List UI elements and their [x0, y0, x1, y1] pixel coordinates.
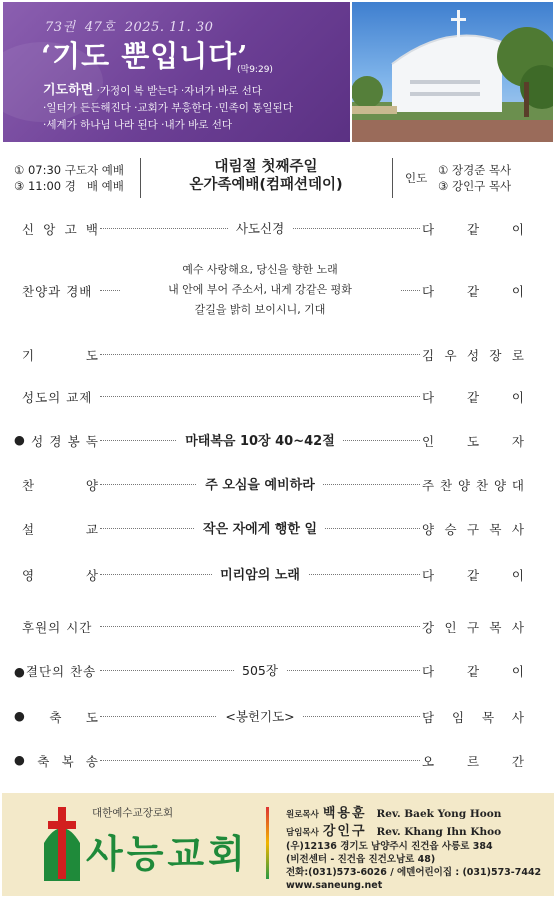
- worship-item-leader: 인 도 자: [422, 434, 524, 449]
- leader-dots: [100, 396, 420, 397]
- worship-item-label: ● 축 도: [14, 708, 98, 725]
- prayer-line-3: ·세계가 하나님 나라 된다 ·내가 바로 선다: [43, 119, 232, 131]
- senior-pastor: [286, 820, 501, 839]
- worship-item-label: 후원의 시간: [22, 620, 93, 635]
- worship-item-label: ● 성 경 봉 독: [14, 432, 98, 449]
- leader-label: 인도: [405, 171, 428, 185]
- worship-item-leader: 김 우 성 장 로: [422, 348, 524, 363]
- worship-item-content: 505장: [100, 660, 420, 679]
- worship-item-leader: 주 찬 양 찬 양 대: [422, 478, 524, 493]
- prayer-line-text: ·가정이 복 받는다 ·자녀가 바로 선다: [96, 85, 262, 97]
- prayer-list: [43, 82, 293, 134]
- address-line-1: (우)12136 경기도 남양주시 진건읍 사릉로 384: [286, 841, 493, 852]
- service-title-line-2: 온가족예배(컴패션데이): [189, 177, 343, 193]
- praise-song: 내 안에 부어 주소서, 내게 강같은 평화: [120, 280, 400, 300]
- praise-song: 예수 사랑해요, 당신을 향한 노래: [182, 263, 338, 276]
- worship-item-leader: 다 같 이: [422, 222, 524, 237]
- worship-item-leader: 양 승 구 목 사: [422, 522, 524, 537]
- praise-song-list: [120, 260, 400, 320]
- leader-3: ③ 강인구 목사: [438, 179, 512, 193]
- phone-numbers: 전화:(031)573-6026 / 에덴어린이집 : (031)573-7442: [286, 867, 542, 878]
- worship-item-leader: 다 같 이: [422, 284, 524, 299]
- worship-item-label: 기 도: [22, 348, 98, 363]
- divider: [392, 158, 393, 198]
- worship-item: [0, 263, 556, 316]
- worship-item-label: 설 교: [22, 522, 98, 537]
- worship-item: [0, 694, 556, 738]
- pastor-name: 백용훈: [322, 806, 367, 821]
- leader-dots: [100, 626, 420, 627]
- worship-item: [0, 418, 556, 462]
- worship-item: [0, 604, 556, 648]
- worship-item-leader: 다 같 이: [422, 664, 524, 679]
- prayer-line-2: ·일터가 든든해진다 ·교회가 부흥한다 ·민족이 통일된다: [43, 102, 293, 114]
- worship-item-content: 사도신경: [100, 218, 420, 237]
- service-title-line-1: 대림절 첫째주일: [214, 159, 318, 175]
- church-building-image: [352, 2, 553, 142]
- pastor-english-name: Rev. Khang Ihn Khoo: [376, 826, 502, 838]
- service-time-1: ① 07:30 구도자 예배: [14, 163, 124, 177]
- slogan-reference: (막9:29): [237, 65, 273, 75]
- worship-item-label: ● 축 복 송: [14, 752, 98, 769]
- worship-item-label: 찬 양: [22, 478, 98, 493]
- worship-item-leader: 다 같 이: [422, 568, 524, 583]
- worship-item-label: 찬양과 경배: [22, 284, 93, 299]
- senior-pastor-emeritus: [286, 802, 501, 821]
- service-info: [0, 150, 556, 206]
- worship-item: [0, 332, 556, 376]
- footer-divider: [266, 807, 269, 879]
- slogan-panel: [3, 2, 350, 142]
- worship-item: [0, 738, 556, 782]
- header-banner: [0, 0, 556, 145]
- church-address: [286, 840, 541, 892]
- pastor-role: 원로목사: [286, 810, 319, 820]
- worship-item-content: 주 오심을 예비하라: [100, 474, 420, 493]
- slogan-title: ‘기도 뿐입니다’: [41, 39, 249, 73]
- worship-item: [0, 552, 556, 596]
- prayer-line-1: [43, 82, 293, 100]
- address-line-2: (비전센터 - 진건읍 진건오남로 48): [286, 854, 436, 865]
- worship-item-label: 영 상: [22, 568, 98, 583]
- worship-item-leader: 담 임 목 사: [422, 710, 524, 725]
- church-photo: [352, 2, 553, 142]
- worship-item-content: 작은 자에게 행한 일: [100, 518, 420, 537]
- worship-item-content: 미리암의 노래: [100, 564, 420, 583]
- website-link[interactable]: www.saneung.net: [286, 880, 383, 891]
- denomination-name: 대한예수교장로회: [92, 807, 174, 819]
- pastor-name: 강인구: [322, 824, 367, 839]
- prayer-lead: 기도하면: [43, 83, 94, 98]
- worship-item-label: ●결단의 찬송: [14, 664, 97, 679]
- worship-item-content: <봉헌기도>: [100, 706, 420, 725]
- worship-item-leader: 오 르 간: [422, 754, 524, 769]
- praise-song: 갈길을 밝히 보이시니, 기대: [194, 303, 326, 316]
- worship-item-label: 성도의 교제: [22, 390, 93, 405]
- worship-item-leader: 강 인 구 목 사: [422, 620, 524, 635]
- worship-item-label: 신 앙 고 백: [22, 222, 98, 237]
- pastor-english-name: Rev. Baek Yong Hoon: [376, 808, 502, 820]
- worship-item: [0, 206, 556, 250]
- leader-1: ① 장경준 목사: [438, 163, 512, 177]
- leader-dots: [100, 354, 420, 355]
- service-time-3: ③ 11:00 경 배 예배: [14, 179, 124, 193]
- leader-dots: [100, 760, 420, 761]
- church-footer: [2, 793, 554, 896]
- service-times: [14, 162, 124, 194]
- church-name: 사능교회: [86, 832, 249, 876]
- worship-item-leader: 다 같 이: [422, 390, 524, 405]
- divider: [140, 158, 141, 198]
- pastor-role: 담임목사: [286, 828, 319, 838]
- church-cross-logo: [40, 803, 84, 883]
- service-title: [150, 158, 382, 194]
- worship-item: [0, 506, 556, 550]
- worship-item: [0, 374, 556, 418]
- worship-item: [0, 462, 556, 506]
- worship-item-content: 마태복음 10장 40~42절: [100, 430, 420, 449]
- worship-item: [0, 648, 556, 692]
- service-leaders: [438, 162, 511, 194]
- issue-info: 73권 47호 2025. 11. 30: [45, 20, 214, 35]
